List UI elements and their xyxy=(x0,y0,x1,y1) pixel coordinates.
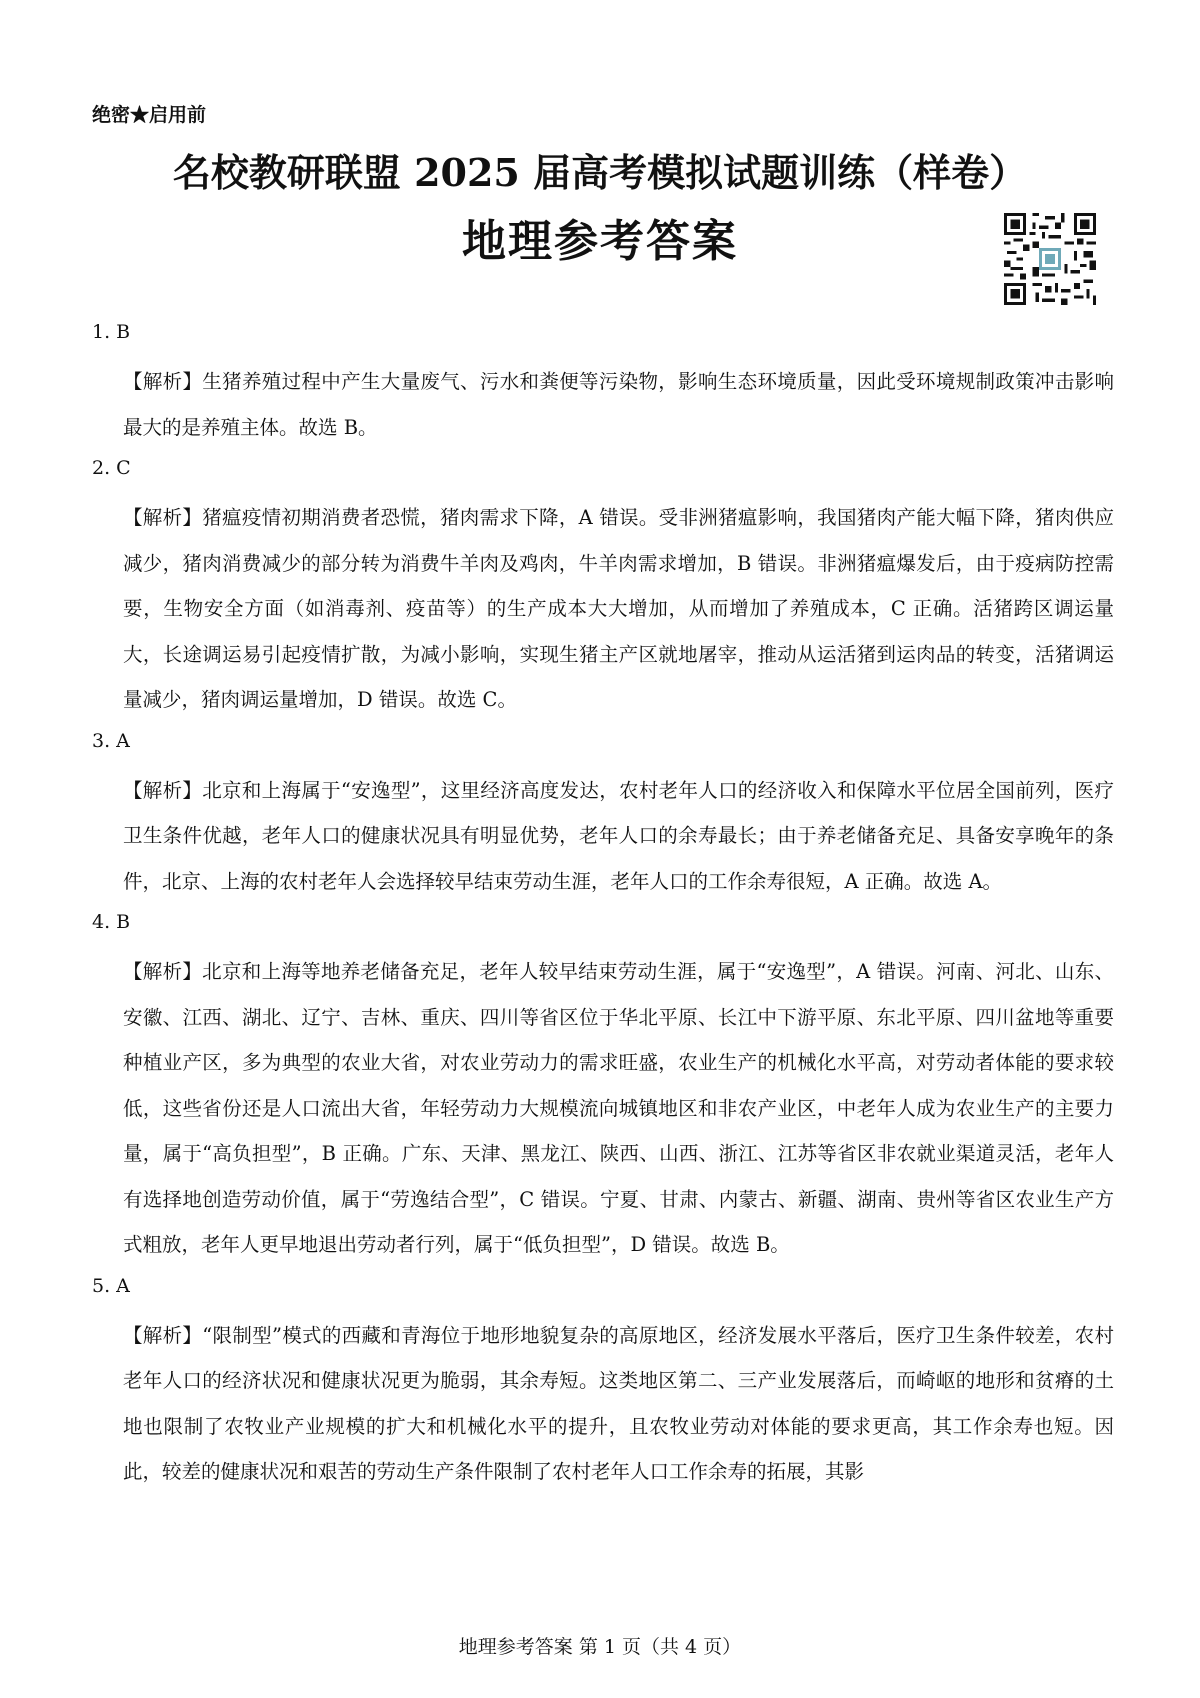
explanation-text: 【解析】生猪养殖过程中产生大量废气、污水和粪便等污染物，影响生态环境质量，因此受环境规制政策冲击影响最大的是养殖主体。故选 B。 xyxy=(123,370,1114,439)
question-number: 3. A xyxy=(92,729,130,752)
page-footer: 地理参考答案 第 1 页（共 4 页） xyxy=(458,1636,742,1658)
answer-list xyxy=(92,316,1114,1497)
exam-title: 名校教研联盟 2025 届高考模拟试题训练（样卷） xyxy=(172,150,1028,195)
question-number: 1. B xyxy=(92,321,131,343)
document-subtitle: 地理参考答案 xyxy=(462,216,738,267)
explanation-text: 【解析】猪瘟疫情初期消费者恐慌，猪肉需求下降，A 错误。受非洲猪瘟影响，我国猪肉产能大幅下降，猪肉供应减少，猪肉消费减少的部分转为消费牛羊肉及鸡肉，牛羊肉需求增加，B 错误。非洲猪瘟爆发后，由于疫病防控需要，生物安全方面（如消毒剂、疫苗等）的生产成本大大增加，从而增加了养殖成本，C 正确。活猪跨区调运量大，长途调运易引起疫情扩散，为减小影响，实现生猪主产区就地屠宰，推动从运活猪到运肉品的转变，活猪调运量减少，猪肉调运量增加，D 错误。故选 C。 xyxy=(123,506,1114,711)
explanation-text: 【解析】“限制型”模式的西藏和青海位于地形地貌复杂的高原地区，经济发展水平落后，医疗卫生条件较差，农村老年人口的经济状况和健康状况更为脆弱，其余寿短。这类地区第二、三产业发展落后，而崎岖的地形和贫瘠的土地也限制了农牧业产业规模的扩大和机械化水平的提升，且农牧业劳动对体能的要求更高，其工作余寿也短。因此，较差的健康状况和艰苦的劳动生产条件限制了农村老年人口工作余寿的拓展，其影 xyxy=(123,1323,1114,1483)
question-number: 2. C xyxy=(92,457,131,479)
question-number: 5. A xyxy=(92,1274,130,1297)
question-number: 4. B xyxy=(92,911,131,933)
explanation-text: 【解析】北京和上海属于“安逸型”，这里经济高度发达，农村老年人口的经济收入和保障水平位居全国前列，医疗卫生条件优越，老年人口的健康状况具有明显优势，老年人口的余寿最长；由于养老储备充足、具备安享晚年的条件，北京、上海的农村老年人会选择较早结束劳动生涯，老年人口的工作余寿很短，A 正确。故选 A。 xyxy=(123,778,1114,893)
qr-code-icon xyxy=(1004,213,1096,305)
explanation-text: 【解析】北京和上海等地养老储备充足，老年人较早结束劳动生涯，属于“安逸型”，A 错误。河南、河北、山东、安徽、江西、湖北、辽宁、吉林、重庆、四川等省区位于华北平原、长江中下游平原、东北平原、四川盆地等重要种植业产区，多为典型的农业大省，对农业劳动力的需求旺盛，农业生产的机械化水平高，对劳动者体能的要求较低，这些省份还是人口流出大省，年轻劳动力大规模流向城镇地区和非农产业区，中老年人成为农业生产的主要力量，属于“高负担型”，B 正确。广东、天津、黑龙江、陕西、山西、浙江、江苏等省区非农就业渠道灵活，老年人有选择地创造劳动价值，属于“劳逸结合型”，C 错误。宁夏、甘肃、内蒙古、新疆、湖南、贵州等省区农业生产方式粗放，老年人更早地退出劳动者行列，属于“低负担型”，D 错误。故选 B。 xyxy=(123,960,1114,1256)
confidential-label: 绝密★启用前 xyxy=(92,104,207,126)
